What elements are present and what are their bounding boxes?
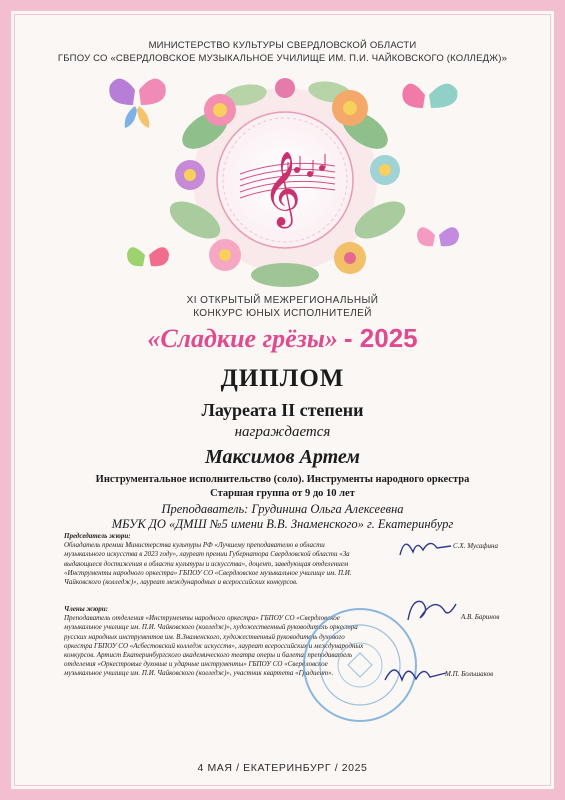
butterfly-icon bbox=[417, 227, 459, 246]
butterfly-icon bbox=[109, 79, 165, 128]
signature-2 bbox=[400, 590, 460, 630]
age-group-text: Старшая группа от 9 до 10 лет bbox=[210, 488, 355, 499]
jury-chair-block bbox=[64, 532, 364, 587]
signature-name-2: А.В. Баринов bbox=[461, 613, 500, 621]
teacher-text: Преподаватель: Грудинина Ольга Алексеевна bbox=[161, 502, 404, 516]
contest-line-1: XI ОТКРЫТЫЙ МЕЖРЕГИОНАЛЬНЫЙ bbox=[186, 295, 379, 306]
jury-chair-text: Обладатель премии Министерства культуры РФ «Лучшему преподавателю в области музыкального искусства в 2023 году», лауреат премии Губернатора Свердловской области «За выдающиеся достижения в области культуры и искусства», доцент, заведующая отделением «Инструменты народного оркестра» ГБПОУ СО «Свердловское музыкальное училище им. П.И. Чайковского (колледж)», лауреат международных и всероссийских конкурсов. bbox=[64, 541, 352, 587]
college-header: ГБПОУ СО «СВЕРДЛОВСКОЕ МУЗЫКАЛЬНОЕ УЧИЛИЩЕ ИМ. П.И. ЧАЙКОВСКОГО (КОЛЛЕДЖ)» bbox=[57, 53, 508, 64]
jury-members-text: Преподаватель отделения «Инструменты народного оркестра» ГБПОУ СО «Свердловское музыкальное училище им. П.И. Чайковского (колледж)», художественный руководитель оркестра русских народных инструментов им. В.Знаменского, художественный руководитель духового оркестра ГБПОУ СО «Асбестовский колледж искусств», лауреат всероссийских и международных конкурсов. Артист Екатеринбургского академического театра оперы и балета, преподаватель отделения «Оркестровые духовые и ударные инструменты» ГБПОУ СО «Свердловское музыкальное училище им. П.И. Чайковского (колледж)», участник квартета «Градиент». bbox=[64, 614, 364, 678]
butterfly-icon bbox=[402, 84, 457, 108]
contest-line-2: КОНКУРС ЮНЫХ ИСПОЛНИТЕЛЕЙ bbox=[193, 308, 372, 319]
footer-date-place: 4 МАЯ / ЕКАТЕРИНБУРГ / 2025 bbox=[197, 762, 368, 774]
category-text: Инструментальное исполнительство (соло). Инструменты народного оркестра bbox=[95, 474, 470, 485]
signature-name-3: М.П. Большаков bbox=[445, 670, 494, 678]
signature-1 bbox=[395, 530, 455, 560]
recipient-name: Максимов Артем bbox=[205, 446, 360, 468]
signature-name-1: С.Х. Мусафина bbox=[453, 542, 499, 550]
school-text: МБУК ДО «ДМШ №5 имени В.В. Знаменского» г. Екатеринбург bbox=[111, 517, 454, 531]
floral-wreath-illustration bbox=[95, 70, 475, 300]
butterfly-icon bbox=[127, 247, 169, 266]
laureate-degree: Лауреата II степени bbox=[201, 400, 364, 420]
contest-name: «Сладкие грёзы» bbox=[147, 324, 338, 353]
diploma-title: ДИПЛОМ bbox=[220, 365, 345, 392]
signature-3 bbox=[380, 655, 450, 690]
awarded-text: награждается bbox=[234, 424, 331, 440]
contest-title bbox=[0, 323, 565, 354]
jury-members-label: Члены жюри: bbox=[64, 605, 108, 613]
jury-chair-label: Председатель жюри: bbox=[64, 532, 131, 540]
contest-year: - 2025 bbox=[343, 323, 418, 353]
treble-clef-icon: 𝄞 bbox=[263, 152, 301, 226]
ministry-header: МИНИСТЕРСТВО КУЛЬТУРЫ СВЕРДЛОВСКОЙ ОБЛАСТИ bbox=[148, 40, 417, 51]
